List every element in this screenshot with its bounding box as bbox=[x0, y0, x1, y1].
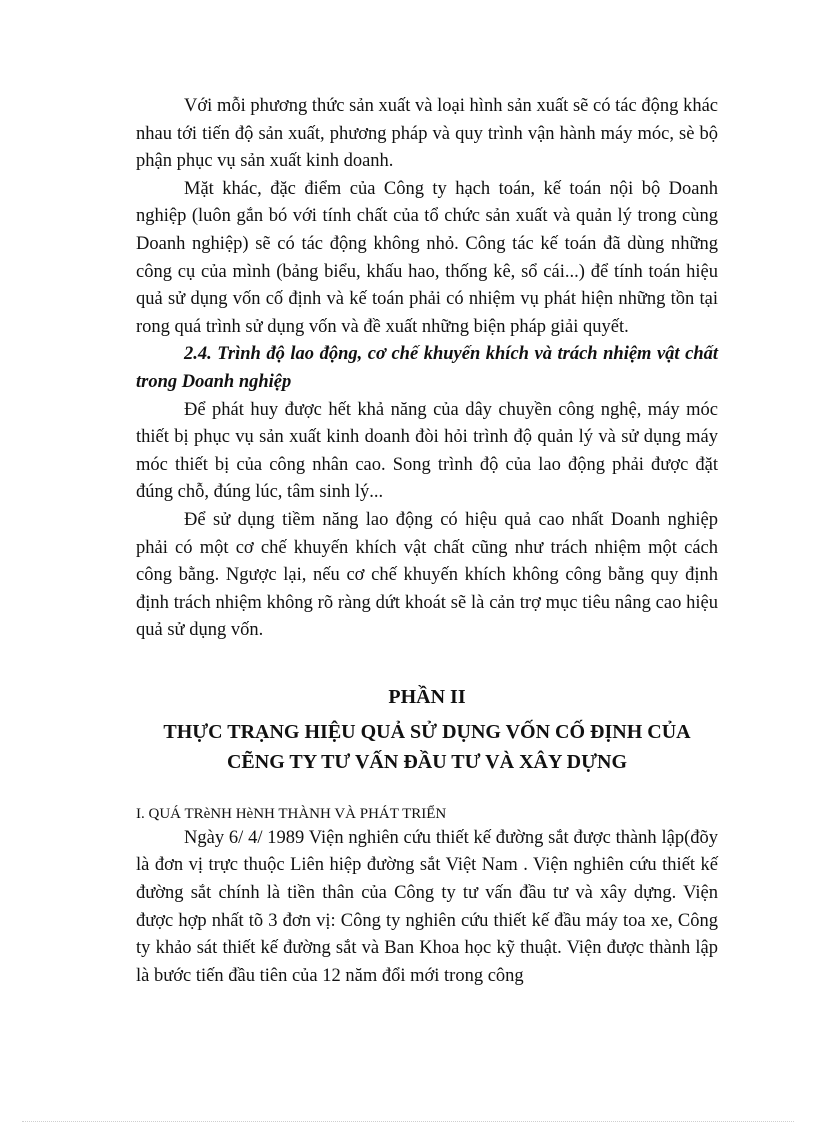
paragraph-accounting: Mặt khác, đặc điểm của Công ty hạch toán, kế toán nội bộ Doanh nghiệp (luôn gắn bó với tính chất của tổ chức sản xuất và quản lý trong cùng Doanh nghiệp) sẽ có tác động không nhỏ. Công tác kế toán đã dùng những công cụ của mình (bảng biểu, khấu hao, thống kê, sổ cái...) để tính toán hiệu quả sử dụng vốn cố định và kế toán phải có nhiệm vụ phát hiện những tồn tại rong quá trình sử dụng vốn và đề xuất những biện pháp giải quyết. bbox=[136, 178, 718, 337]
paragraph-production-methods: Với mỗi phương thức sản xuất và loại hình sản xuất sẽ có tác động khác nhau tới tiến độ sản xuất, phương pháp và quy trình vận hành máy móc, sè bộ phận phục vụ sản xuất kinh doanh. bbox=[136, 96, 718, 172]
part-title-line-1: THỰC TRẠNG HIỆU QUẢ SỬ DỤNG VỐN CỐ ĐỊNH CỦA bbox=[163, 720, 691, 743]
part-title bbox=[136, 717, 718, 777]
paragraph-incentives: Để sử dụng tiềm năng lao động có hiệu quả cao nhất Doanh nghiệp phải có một cơ chế khuyến khích vật chất cũng như trách nhiệm một cách công bằng. Ngược lại, nếu cơ chế khuyến khích không công bằng quy định định trách nhiệm không rõ ràng dứt khoát sẽ là cản trợ mục tiêu nâng cao hiệu quả sử dụng vốn. bbox=[136, 509, 718, 641]
document-body bbox=[136, 93, 718, 990]
subsection-heading: 2.4. Trình độ lao động, cơ chế khuyến khích và trách nhiệm vật chất trong Doanh nghiệp bbox=[136, 344, 718, 392]
page-bottom-divider bbox=[22, 1121, 794, 1122]
section-heading: I. QUÁ TRèNH HèNH THÀNH VÀ PHÁT TRIỂN bbox=[136, 805, 447, 822]
paragraph-history: Ngày 6/ 4/ 1989 Viện nghiên cứu thiết kế đường sắt được thành lập(đõy là đơn vị trực thuộc Liên hiệp đường sắt Việt Nam . Viện nghiên cứu thiết kế đường sắt chính là tiền thân của Công ty tư vấn đầu tư và xây dựng. Viện được hợp nhất tõ 3 đơn vị: Công ty nghiên cứu thiết kế đầu máy toa xe, Công ty khảo sát thiết kế đường sắt và Ban Khoa học kỹ thuật. Viện được thành lập là bước tiến đầu tiên của 12 năm đổi mới trong công bbox=[136, 827, 718, 986]
part-heading: PHẦN II bbox=[388, 685, 466, 708]
paragraph-labor-skills: Để phát huy được hết khả năng của dây chuyền công nghệ, máy móc thiết bị phục vụ sản xuất kinh doanh đòi hỏi trình độ quản lý và sử dụng máy móc thiết bị của công nhân cao. Song trình độ của lao động phải được đặt đúng chỗ, đúng lúc, tâm sinh lý... bbox=[136, 399, 718, 503]
part-title-line-2: CẼNG TY TƯ VẤN ĐẦU TƯ VÀ XÂY DỰNG bbox=[226, 750, 628, 773]
